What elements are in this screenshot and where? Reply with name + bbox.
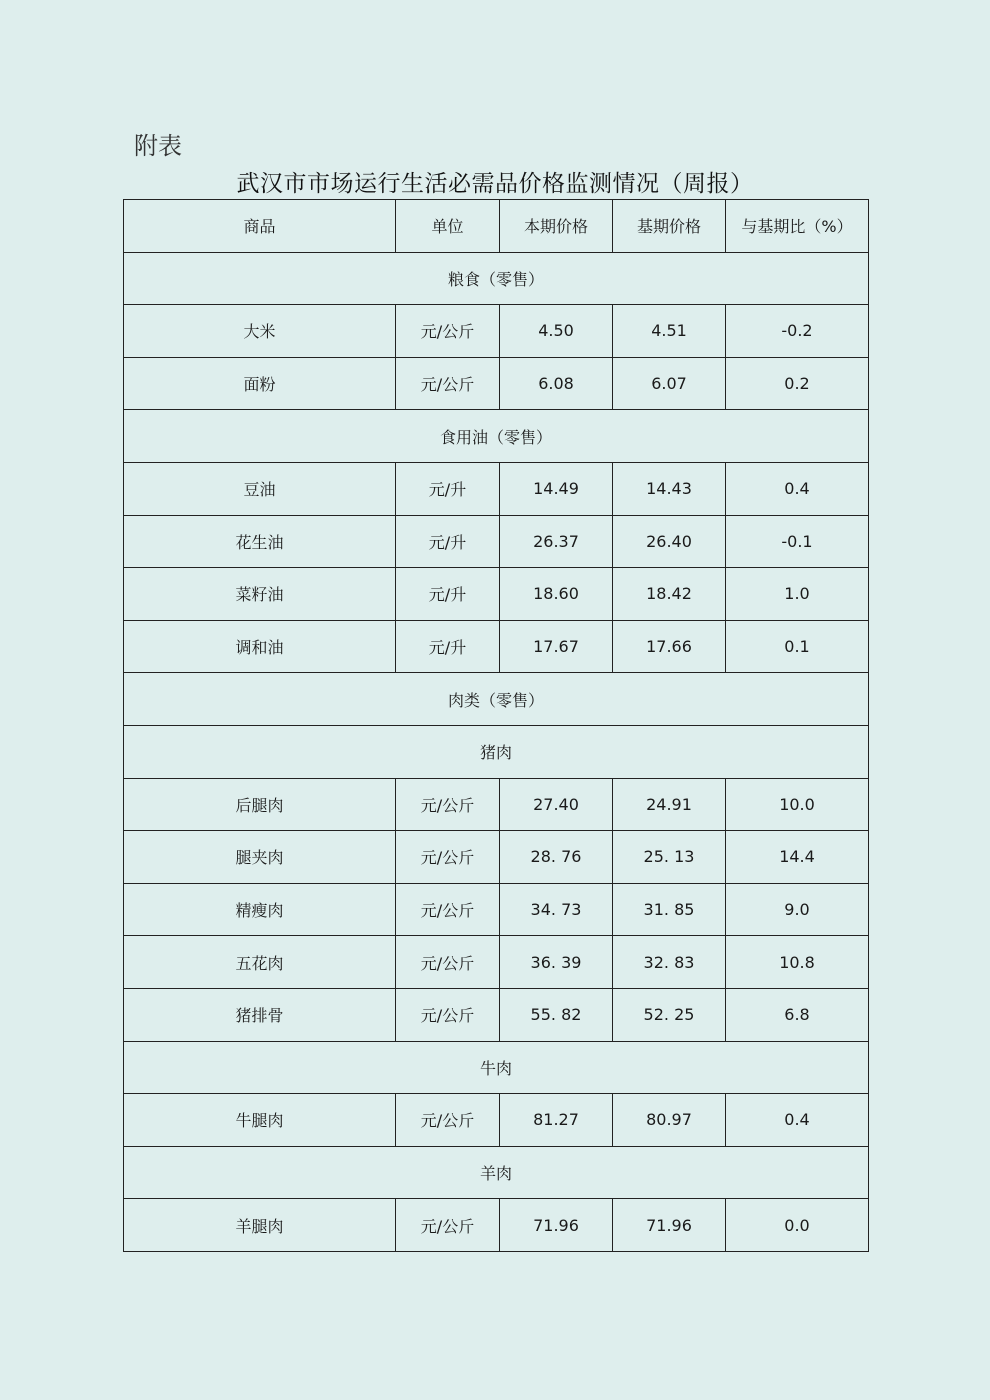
section-row: [124, 252, 869, 305]
section-row: [124, 1041, 869, 1094]
current-price-cell: 14.49: [500, 462, 613, 515]
commodity-cell: 猪排骨: [124, 988, 396, 1041]
commodity-cell: 牛腿肉: [124, 1094, 396, 1147]
table-row: [124, 1199, 869, 1252]
change-ratio-cell: 1.0: [726, 568, 869, 621]
table-row: [124, 883, 869, 936]
change-ratio-cell: 0.2: [726, 357, 869, 410]
base-price-cell: 17.66: [613, 620, 726, 673]
change-ratio-cell: 6.8: [726, 988, 869, 1041]
header-change-ratio: 与基期比（%）: [726, 200, 869, 253]
table-row: [124, 936, 869, 989]
base-price-cell: 80.97: [613, 1094, 726, 1147]
commodity-cell: 后腿肉: [124, 778, 396, 831]
change-ratio-cell: 10.0: [726, 778, 869, 831]
change-ratio-cell: 9.0: [726, 883, 869, 936]
current-price-cell: 26.37: [500, 515, 613, 568]
base-price-cell: 14.43: [613, 462, 726, 515]
change-ratio-cell: 0.4: [726, 462, 869, 515]
commodity-cell: 大米: [124, 305, 396, 358]
base-price-cell: 71.96: [613, 1199, 726, 1252]
table-row: [124, 778, 869, 831]
header-commodity: 商品: [124, 200, 396, 253]
unit-cell: 元/公斤: [396, 831, 500, 884]
price-monitoring-table: [123, 199, 869, 1252]
table-row: [124, 515, 869, 568]
section-label: 羊肉: [124, 1146, 869, 1199]
commodity-cell: 豆油: [124, 462, 396, 515]
commodity-cell: 花生油: [124, 515, 396, 568]
section-row: [124, 1146, 869, 1199]
current-price-cell: 34. 73: [500, 883, 613, 936]
current-price-cell: 4.50: [500, 305, 613, 358]
unit-cell: 元/升: [396, 568, 500, 621]
change-ratio-cell: -0.2: [726, 305, 869, 358]
current-price-cell: 18.60: [500, 568, 613, 621]
unit-cell: 元/公斤: [396, 1094, 500, 1147]
unit-cell: 元/升: [396, 620, 500, 673]
header-unit: 单位: [396, 200, 500, 253]
section-row: [124, 673, 869, 726]
base-price-cell: 26.40: [613, 515, 726, 568]
unit-cell: 元/公斤: [396, 778, 500, 831]
table-header-row: [124, 200, 869, 253]
change-ratio-cell: -0.1: [726, 515, 869, 568]
unit-cell: 元/升: [396, 462, 500, 515]
current-price-cell: 17.67: [500, 620, 613, 673]
table-body: [124, 252, 869, 1251]
document-title: 武汉市市场运行生活必需品价格监测情况（周报）: [236, 171, 754, 197]
base-price-cell: 18.42: [613, 568, 726, 621]
section-label: 牛肉: [124, 1041, 869, 1094]
current-price-cell: 28. 76: [500, 831, 613, 884]
unit-cell: 元/公斤: [396, 1199, 500, 1252]
section-row: [124, 725, 869, 778]
section-label: 粮食（零售）: [124, 252, 869, 305]
header-current-price: 本期价格: [500, 200, 613, 253]
commodity-cell: 调和油: [124, 620, 396, 673]
unit-cell: 元/公斤: [396, 936, 500, 989]
unit-cell: 元/公斤: [396, 883, 500, 936]
section-label: 食用油（零售）: [124, 410, 869, 463]
table-row: [124, 620, 869, 673]
section-label: 肉类（零售）: [124, 673, 869, 726]
unit-cell: 元/升: [396, 515, 500, 568]
table-row: [124, 462, 869, 515]
base-price-cell: 4.51: [613, 305, 726, 358]
table-row: [124, 568, 869, 621]
base-price-cell: 6.07: [613, 357, 726, 410]
section-label: 猪肉: [124, 725, 869, 778]
change-ratio-cell: 0.0: [726, 1199, 869, 1252]
current-price-cell: 27.40: [500, 778, 613, 831]
current-price-cell: 71.96: [500, 1199, 613, 1252]
current-price-cell: 6.08: [500, 357, 613, 410]
table-row: [124, 357, 869, 410]
commodity-cell: 菜籽油: [124, 568, 396, 621]
change-ratio-cell: 0.4: [726, 1094, 869, 1147]
commodity-cell: 腿夹肉: [124, 831, 396, 884]
section-row: [124, 410, 869, 463]
change-ratio-cell: 10.8: [726, 936, 869, 989]
table-row: [124, 305, 869, 358]
base-price-cell: 52. 25: [613, 988, 726, 1041]
appendix-label: 附表: [134, 132, 182, 160]
commodity-cell: 精瘦肉: [124, 883, 396, 936]
base-price-cell: 25. 13: [613, 831, 726, 884]
change-ratio-cell: 14.4: [726, 831, 869, 884]
commodity-cell: 五花肉: [124, 936, 396, 989]
commodity-cell: 羊腿肉: [124, 1199, 396, 1252]
commodity-cell: 面粉: [124, 357, 396, 410]
table-row: [124, 1094, 869, 1147]
unit-cell: 元/公斤: [396, 988, 500, 1041]
base-price-cell: 32. 83: [613, 936, 726, 989]
header-base-price: 基期价格: [613, 200, 726, 253]
base-price-cell: 24.91: [613, 778, 726, 831]
unit-cell: 元/公斤: [396, 357, 500, 410]
change-ratio-cell: 0.1: [726, 620, 869, 673]
unit-cell: 元/公斤: [396, 305, 500, 358]
table-row: [124, 988, 869, 1041]
table-row: [124, 831, 869, 884]
base-price-cell: 31. 85: [613, 883, 726, 936]
current-price-cell: 36. 39: [500, 936, 613, 989]
current-price-cell: 81.27: [500, 1094, 613, 1147]
current-price-cell: 55. 82: [500, 988, 613, 1041]
